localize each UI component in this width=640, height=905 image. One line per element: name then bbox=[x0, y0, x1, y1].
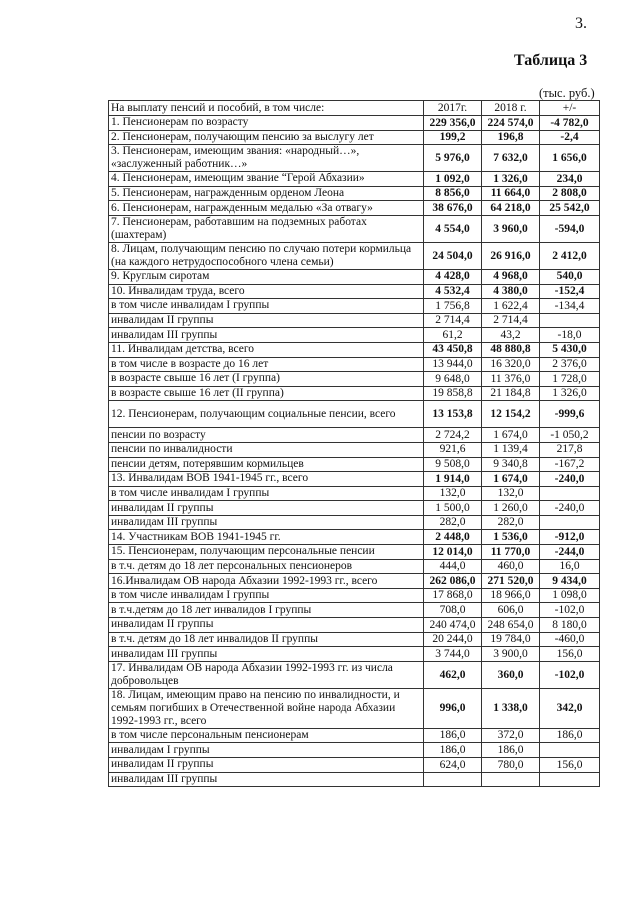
row-label: 1. Пенсионерам по возрасту bbox=[109, 116, 424, 131]
value-diff bbox=[540, 772, 600, 787]
value-diff: 186,0 bbox=[540, 728, 600, 743]
row-label: инвалидам III группы bbox=[109, 647, 424, 662]
value-2017: 132,0 bbox=[424, 486, 482, 501]
value-2017: 4 532,4 bbox=[424, 284, 482, 299]
value-2018: 1 674,0 bbox=[482, 428, 540, 443]
row-label: 7. Пенсионерам, работавшим на подземных работах (шахтерам) bbox=[109, 215, 424, 242]
value-2018: 1 338,0 bbox=[482, 688, 540, 728]
row-label: в возрасте свыше 16 лет (I группа) bbox=[109, 372, 424, 387]
value-2018: 1 139,4 bbox=[482, 442, 540, 457]
value-diff: -240,0 bbox=[540, 472, 600, 487]
table-row bbox=[109, 632, 600, 647]
value-2017: 8 856,0 bbox=[424, 186, 482, 201]
value-2018: 4 380,0 bbox=[482, 284, 540, 299]
value-diff: 342,0 bbox=[540, 688, 600, 728]
value-diff: 234,0 bbox=[540, 172, 600, 187]
value-diff: 9 434,0 bbox=[540, 574, 600, 589]
value-2017: 708,0 bbox=[424, 603, 482, 618]
value-2018: 4 968,0 bbox=[482, 269, 540, 284]
value-diff: -18,0 bbox=[540, 328, 600, 343]
value-diff: -594,0 bbox=[540, 215, 600, 242]
value-2017: 199,2 bbox=[424, 130, 482, 145]
value-2018: 12 154,2 bbox=[482, 401, 540, 428]
table-row bbox=[109, 186, 600, 201]
row-label: 10. Инвалидам труда, всего bbox=[109, 284, 424, 299]
row-label: 6. Пенсионерам, награжденным медалью «За отвагу» bbox=[109, 201, 424, 216]
value-2017: 38 676,0 bbox=[424, 201, 482, 216]
table-row bbox=[109, 342, 600, 357]
table-row bbox=[109, 130, 600, 145]
value-2018: 9 340,8 bbox=[482, 457, 540, 472]
value-2017: 24 504,0 bbox=[424, 242, 482, 269]
row-label: 9. Круглым сиротам bbox=[109, 269, 424, 284]
header-diff: +/- bbox=[540, 101, 600, 116]
value-2018: 7 632,0 bbox=[482, 145, 540, 172]
value-2017 bbox=[424, 772, 482, 787]
value-2018: 1 622,4 bbox=[482, 299, 540, 314]
value-2017: 2 724,2 bbox=[424, 428, 482, 443]
value-diff: -102,0 bbox=[540, 603, 600, 618]
value-2018: 11 664,0 bbox=[482, 186, 540, 201]
header-2017: 2017г. bbox=[424, 101, 482, 116]
value-diff: 16,0 bbox=[540, 559, 600, 574]
value-diff: 156,0 bbox=[540, 647, 600, 662]
table-row bbox=[109, 116, 600, 131]
value-2018: 1 674,0 bbox=[482, 472, 540, 487]
value-2018: 1 260,0 bbox=[482, 501, 540, 516]
row-label: пенсии детям, потерявшим кормильцев bbox=[109, 457, 424, 472]
value-2018: 248 654,0 bbox=[482, 618, 540, 633]
table-row bbox=[109, 215, 600, 242]
value-2018: 372,0 bbox=[482, 728, 540, 743]
value-2018: 224 574,0 bbox=[482, 116, 540, 131]
value-2017: 2 714,4 bbox=[424, 313, 482, 328]
value-diff: -240,0 bbox=[540, 501, 600, 516]
value-diff: 8 180,0 bbox=[540, 618, 600, 633]
value-diff: -4 782,0 bbox=[540, 116, 600, 131]
value-2017: 61,2 bbox=[424, 328, 482, 343]
table-row bbox=[109, 401, 600, 428]
row-label: 3. Пенсионерам, имеющим звания: «народный…», «заслуженный работник…» bbox=[109, 145, 424, 172]
value-diff: -999,6 bbox=[540, 401, 600, 428]
value-2018: 19 784,0 bbox=[482, 632, 540, 647]
table-row bbox=[109, 145, 600, 172]
value-2018: 64 218,0 bbox=[482, 201, 540, 216]
value-diff: 156,0 bbox=[540, 758, 600, 773]
row-label: инвалидам II группы bbox=[109, 758, 424, 773]
value-diff: 1 728,0 bbox=[540, 372, 600, 387]
value-diff: 25 542,0 bbox=[540, 201, 600, 216]
value-diff: 1 656,0 bbox=[540, 145, 600, 172]
value-2017: 17 868,0 bbox=[424, 588, 482, 603]
value-2018: 11 376,0 bbox=[482, 372, 540, 387]
table-row bbox=[109, 743, 600, 758]
pensions-table bbox=[108, 100, 600, 787]
value-2018: 271 520,0 bbox=[482, 574, 540, 589]
value-diff: -134,4 bbox=[540, 299, 600, 314]
table-row bbox=[109, 530, 600, 545]
table-row bbox=[109, 618, 600, 633]
row-label: в том числе в возрасте до 16 лет bbox=[109, 357, 424, 372]
value-2017: 1 756,8 bbox=[424, 299, 482, 314]
header-row bbox=[109, 101, 600, 116]
table-row bbox=[109, 603, 600, 618]
value-2018: 196,8 bbox=[482, 130, 540, 145]
value-2017: 43 450,8 bbox=[424, 342, 482, 357]
table-title: Таблица 3 bbox=[514, 52, 588, 69]
value-2017: 4 554,0 bbox=[424, 215, 482, 242]
table-row bbox=[109, 501, 600, 516]
value-diff: 1 326,0 bbox=[540, 386, 600, 401]
row-label: 11. Инвалидам детства, всего bbox=[109, 342, 424, 357]
value-2017: 186,0 bbox=[424, 743, 482, 758]
value-2017: 2 448,0 bbox=[424, 530, 482, 545]
table-row bbox=[109, 284, 600, 299]
table-row bbox=[109, 472, 600, 487]
value-2017: 240 474,0 bbox=[424, 618, 482, 633]
value-2017: 5 976,0 bbox=[424, 145, 482, 172]
table-row bbox=[109, 515, 600, 530]
value-2017: 12 014,0 bbox=[424, 545, 482, 560]
value-2018: 26 916,0 bbox=[482, 242, 540, 269]
row-label: 5. Пенсионерам, награжденным орденом Леона bbox=[109, 186, 424, 201]
row-label: в том числе инвалидам I группы bbox=[109, 299, 424, 314]
value-2017: 1 500,0 bbox=[424, 501, 482, 516]
row-label: в том числе инвалидам I группы bbox=[109, 486, 424, 501]
table-row bbox=[109, 758, 600, 773]
row-label: инвалидам III группы bbox=[109, 772, 424, 787]
value-2018: 2 714,4 bbox=[482, 313, 540, 328]
row-label: 18. Лицам, имеющим право на пенсию по инвалидности, и семьям погибших в Отечественной войне народа Абхазии 1992-1993 гг., всего bbox=[109, 688, 424, 728]
value-2018: 21 184,8 bbox=[482, 386, 540, 401]
table-row bbox=[109, 372, 600, 387]
value-2017: 262 086,0 bbox=[424, 574, 482, 589]
value-2018: 16 320,0 bbox=[482, 357, 540, 372]
header-category: На выплату пенсий и пособий, в том числе: bbox=[109, 101, 424, 116]
value-2018: 132,0 bbox=[482, 486, 540, 501]
value-2017: 1 092,0 bbox=[424, 172, 482, 187]
value-2017: 229 356,0 bbox=[424, 116, 482, 131]
value-2018: 460,0 bbox=[482, 559, 540, 574]
row-label: пенсии по инвалидности bbox=[109, 442, 424, 457]
value-2017: 462,0 bbox=[424, 661, 482, 688]
value-diff bbox=[540, 486, 600, 501]
value-diff bbox=[540, 313, 600, 328]
row-label: инвалидам III группы bbox=[109, 515, 424, 530]
table-row bbox=[109, 457, 600, 472]
value-diff: -460,0 bbox=[540, 632, 600, 647]
value-2017: 186,0 bbox=[424, 728, 482, 743]
value-2017: 444,0 bbox=[424, 559, 482, 574]
value-2018: 360,0 bbox=[482, 661, 540, 688]
table-row bbox=[109, 647, 600, 662]
row-label: инвалидам II группы bbox=[109, 618, 424, 633]
table-row bbox=[109, 242, 600, 269]
row-label: 17. Инвалидам ОВ народа Абхазии 1992-1993 гг. из числа добровольцев bbox=[109, 661, 424, 688]
row-label: 16.Инвалидам ОВ народа Абхазии 1992-1993 гг., всего bbox=[109, 574, 424, 589]
value-2017: 624,0 bbox=[424, 758, 482, 773]
table-row bbox=[109, 386, 600, 401]
table-row bbox=[109, 201, 600, 216]
row-label: инвалидам II группы bbox=[109, 501, 424, 516]
value-diff: -244,0 bbox=[540, 545, 600, 560]
table-row bbox=[109, 357, 600, 372]
table-row bbox=[109, 688, 600, 728]
value-2018: 43,2 bbox=[482, 328, 540, 343]
table-row bbox=[109, 442, 600, 457]
value-diff: -912,0 bbox=[540, 530, 600, 545]
value-diff: 2 376,0 bbox=[540, 357, 600, 372]
table-row bbox=[109, 486, 600, 501]
row-label: пенсии по возрасту bbox=[109, 428, 424, 443]
units-note: (тыс. руб.) bbox=[539, 86, 595, 100]
value-2017: 13 153,8 bbox=[424, 401, 482, 428]
value-diff: -1 050,2 bbox=[540, 428, 600, 443]
table-row bbox=[109, 728, 600, 743]
header-2018: 2018 г. bbox=[482, 101, 540, 116]
value-diff: -102,0 bbox=[540, 661, 600, 688]
row-label: в том числе персональным пенсионерам bbox=[109, 728, 424, 743]
table-row bbox=[109, 574, 600, 589]
value-2017: 9 508,0 bbox=[424, 457, 482, 472]
value-2017: 3 744,0 bbox=[424, 647, 482, 662]
pensions-table-body bbox=[109, 101, 600, 787]
value-2018: 282,0 bbox=[482, 515, 540, 530]
table-row bbox=[109, 772, 600, 787]
table-row bbox=[109, 428, 600, 443]
row-label: 13. Инвалидам ВОВ 1941-1945 гг., всего bbox=[109, 472, 424, 487]
row-label: 2. Пенсионерам, получающим пенсию за выслугу лет bbox=[109, 130, 424, 145]
row-label: в т.ч. детям до 18 лет инвалидов II группы bbox=[109, 632, 424, 647]
row-label: 8. Лицам, получающим пенсию по случаю потери кормильца (на каждого нетрудоспособного члена семьи) bbox=[109, 242, 424, 269]
value-2018: 1 326,0 bbox=[482, 172, 540, 187]
row-label: в т.ч. детям до 18 лет персональных пенсионеров bbox=[109, 559, 424, 574]
value-2017: 282,0 bbox=[424, 515, 482, 530]
row-label: 4. Пенсионерам, имеющим звание “Герой Абхазии» bbox=[109, 172, 424, 187]
table-row bbox=[109, 661, 600, 688]
value-2018: 3 960,0 bbox=[482, 215, 540, 242]
value-diff: -152,4 bbox=[540, 284, 600, 299]
row-label: 15. Пенсионерам, получающим персональные пенсии bbox=[109, 545, 424, 560]
value-2018 bbox=[482, 772, 540, 787]
table-row bbox=[109, 545, 600, 560]
value-2018: 18 966,0 bbox=[482, 588, 540, 603]
value-2017: 1 914,0 bbox=[424, 472, 482, 487]
value-2018: 606,0 bbox=[482, 603, 540, 618]
value-diff: -2,4 bbox=[540, 130, 600, 145]
value-2017: 4 428,0 bbox=[424, 269, 482, 284]
table-row bbox=[109, 328, 600, 343]
value-diff: 540,0 bbox=[540, 269, 600, 284]
value-diff: 1 098,0 bbox=[540, 588, 600, 603]
value-2018: 3 900,0 bbox=[482, 647, 540, 662]
value-diff: 2 808,0 bbox=[540, 186, 600, 201]
row-label: инвалидам III группы bbox=[109, 328, 424, 343]
value-2018: 780,0 bbox=[482, 758, 540, 773]
row-label: в том числе инвалидам I группы bbox=[109, 588, 424, 603]
value-diff: 5 430,0 bbox=[540, 342, 600, 357]
table-row bbox=[109, 559, 600, 574]
value-2017: 9 648,0 bbox=[424, 372, 482, 387]
value-2018: 11 770,0 bbox=[482, 545, 540, 560]
value-diff: 217,8 bbox=[540, 442, 600, 457]
value-2018: 1 536,0 bbox=[482, 530, 540, 545]
row-label: 12. Пенсионерам, получающим социальные пенсии, всего bbox=[109, 401, 424, 428]
table-row bbox=[109, 588, 600, 603]
page-number: 3. bbox=[575, 15, 587, 32]
value-2017: 996,0 bbox=[424, 688, 482, 728]
table-row bbox=[109, 299, 600, 314]
row-label: инвалидам II группы bbox=[109, 313, 424, 328]
value-diff bbox=[540, 515, 600, 530]
row-label: в возрасте свыше 16 лет (II группа) bbox=[109, 386, 424, 401]
value-diff bbox=[540, 743, 600, 758]
value-diff: -167,2 bbox=[540, 457, 600, 472]
row-label: инвалидам I группы bbox=[109, 743, 424, 758]
table-row bbox=[109, 269, 600, 284]
value-2017: 13 944,0 bbox=[424, 357, 482, 372]
value-2017: 921,6 bbox=[424, 442, 482, 457]
table-row bbox=[109, 313, 600, 328]
value-2018: 186,0 bbox=[482, 743, 540, 758]
value-diff: 2 412,0 bbox=[540, 242, 600, 269]
value-2018: 48 880,8 bbox=[482, 342, 540, 357]
row-label: 14. Участникам ВОВ 1941-1945 гг. bbox=[109, 530, 424, 545]
value-2017: 20 244,0 bbox=[424, 632, 482, 647]
table-row bbox=[109, 172, 600, 187]
value-2017: 19 858,8 bbox=[424, 386, 482, 401]
row-label: в т.ч.детям до 18 лет инвалидов I группы bbox=[109, 603, 424, 618]
